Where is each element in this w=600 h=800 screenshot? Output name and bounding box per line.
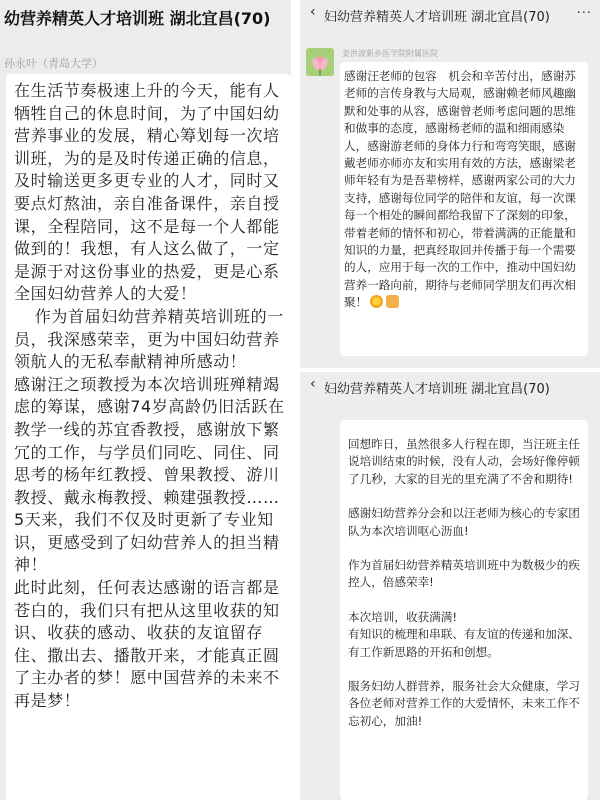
chat-title: 妇幼营养精英人才培训班 湖北宜昌(70): [324, 382, 550, 397]
message-paragraph: 有知识的梳理和串联、有友谊的传递和加深、有工作新思路的开拓和创想。: [348, 627, 580, 659]
lotus-avatar-icon: [306, 48, 334, 76]
nav-bar: [300, 372, 600, 404]
message-text-content: 感谢汪老师的包容 机会和辛苦付出，感谢苏老师的言传身教与大局观，感谢赖老师风趣幽默和处事的从容，感谢曾老师考虑问题的思维和做事的态度，感谢杨老师的温和细雨感染人，感谢游老师的身体力行和弯弯笑眼，感谢戴老师亦师亦友和实用有效的方法，感谢梁老师年轻有为是吾辈榜样，感谢两家公司的大力支持，感谢每位同学的陪伴和友谊，每一次课每一个相处的瞬间都给我留下了深刻的印象，带着老师的情怀和初心，带着满满的正能量和知识的力量，把真经取回并传播于每一个需要的人，应用于每一次的工作中，推动中国妇幼营养一路向前，期待与老师同学朋友们再次相聚！: [344, 69, 576, 310]
message-bubble[interactable]: [6, 74, 291, 800]
message-paragraph: 本次培训，收获满满!: [348, 609, 457, 624]
message-paragraph: 作为首届妇幼营养精英培训班的一员，我深感荣幸，更为中国妇幼营养领航人的无私奉献精神所感动！: [14, 306, 284, 372]
message-bubble[interactable]: [340, 420, 588, 800]
chat-title: 妇幼营养精英人才培训班 湖北宜昌(70): [324, 10, 550, 25]
fist-emoji-icon: [386, 295, 399, 308]
sun-emoji-icon: [370, 295, 383, 308]
back-icon[interactable]: ‹: [310, 376, 316, 392]
chat-panel-left: [0, 0, 291, 800]
message-bubble[interactable]: [340, 62, 588, 356]
message-paragraph: 此时此刻，任何表达感谢的语言都是苍白的，我们只有把从这里收获的知识、收获的感动、收获的友谊留存住、撒出去、播散开来，才能真正圆了主办者的梦！愿中国营养的未来不再是梦！: [14, 578, 280, 711]
chat-panel-right-top: [300, 0, 600, 368]
nav-bar: [300, 0, 600, 32]
message-paragraph: 服务妇幼人群营养，服务社会大众健康，学习各位老师对营养工作的大爱情怀，未来工作不忘初心，加油!: [348, 679, 580, 728]
sender-name: 姜洪波新乡医学院附属医院: [342, 49, 438, 58]
sender-name: 孙永叶（青岛大学）: [4, 57, 103, 70]
message-paragraph: 回想昨日，虽然很多人行程在即，当汪班主任说培训结束的时候，没有人动，会场好像停顿了几秒，大家的目光的里充满了不舍和期待!: [348, 437, 580, 486]
message-paragraph: 在生活节奏极速上升的今天，能有人牺牲自己的休息时间，为了中国妇幼营养事业的发展，精心筹划每一次培训班，为的是及时传递正确的信息，及时输送更多更专业的人才，同时又要点灯熬油，亲自准备课件，亲自授课，全程陪同，这不是每一个人都能做到的！我想，有人这么做了，一定是源于对这份事业的热爱，更是心系全国妇幼营养人的大爱！: [14, 81, 280, 304]
message-paragraph: 作为首届妇幼营养精英培训班中为数极少的疾控人，倍感荣幸!: [348, 558, 580, 590]
chat-panel-right-bottom: [300, 372, 600, 800]
message-text: [344, 68, 582, 312]
message-paragraph: 感谢汪之顼教授为本次培训班殚精竭虑的筹谋，感谢74岁高龄仍旧活跃在教学一线的苏宜香教授，感谢放下繁冗的工作，与学员们同吃、同住、同思考的杨年红教授、曾果教授、游川教授、戴永梅教授、赖建强教授……5天来，我们不仅及时更新了专业知识，更感受到了妇幼营养人的担当精神！: [14, 374, 285, 575]
more-icon[interactable]: ···: [576, 6, 592, 21]
back-icon[interactable]: ‹: [310, 4, 316, 20]
message-paragraph: 感谢妇幼营养分会和以汪老师为核心的专家团队为本次培训呕心沥血!: [348, 506, 580, 538]
chat-title: 幼营养精英人才培训班 湖北宜昌(70): [4, 9, 271, 28]
avatar[interactable]: [306, 48, 334, 76]
